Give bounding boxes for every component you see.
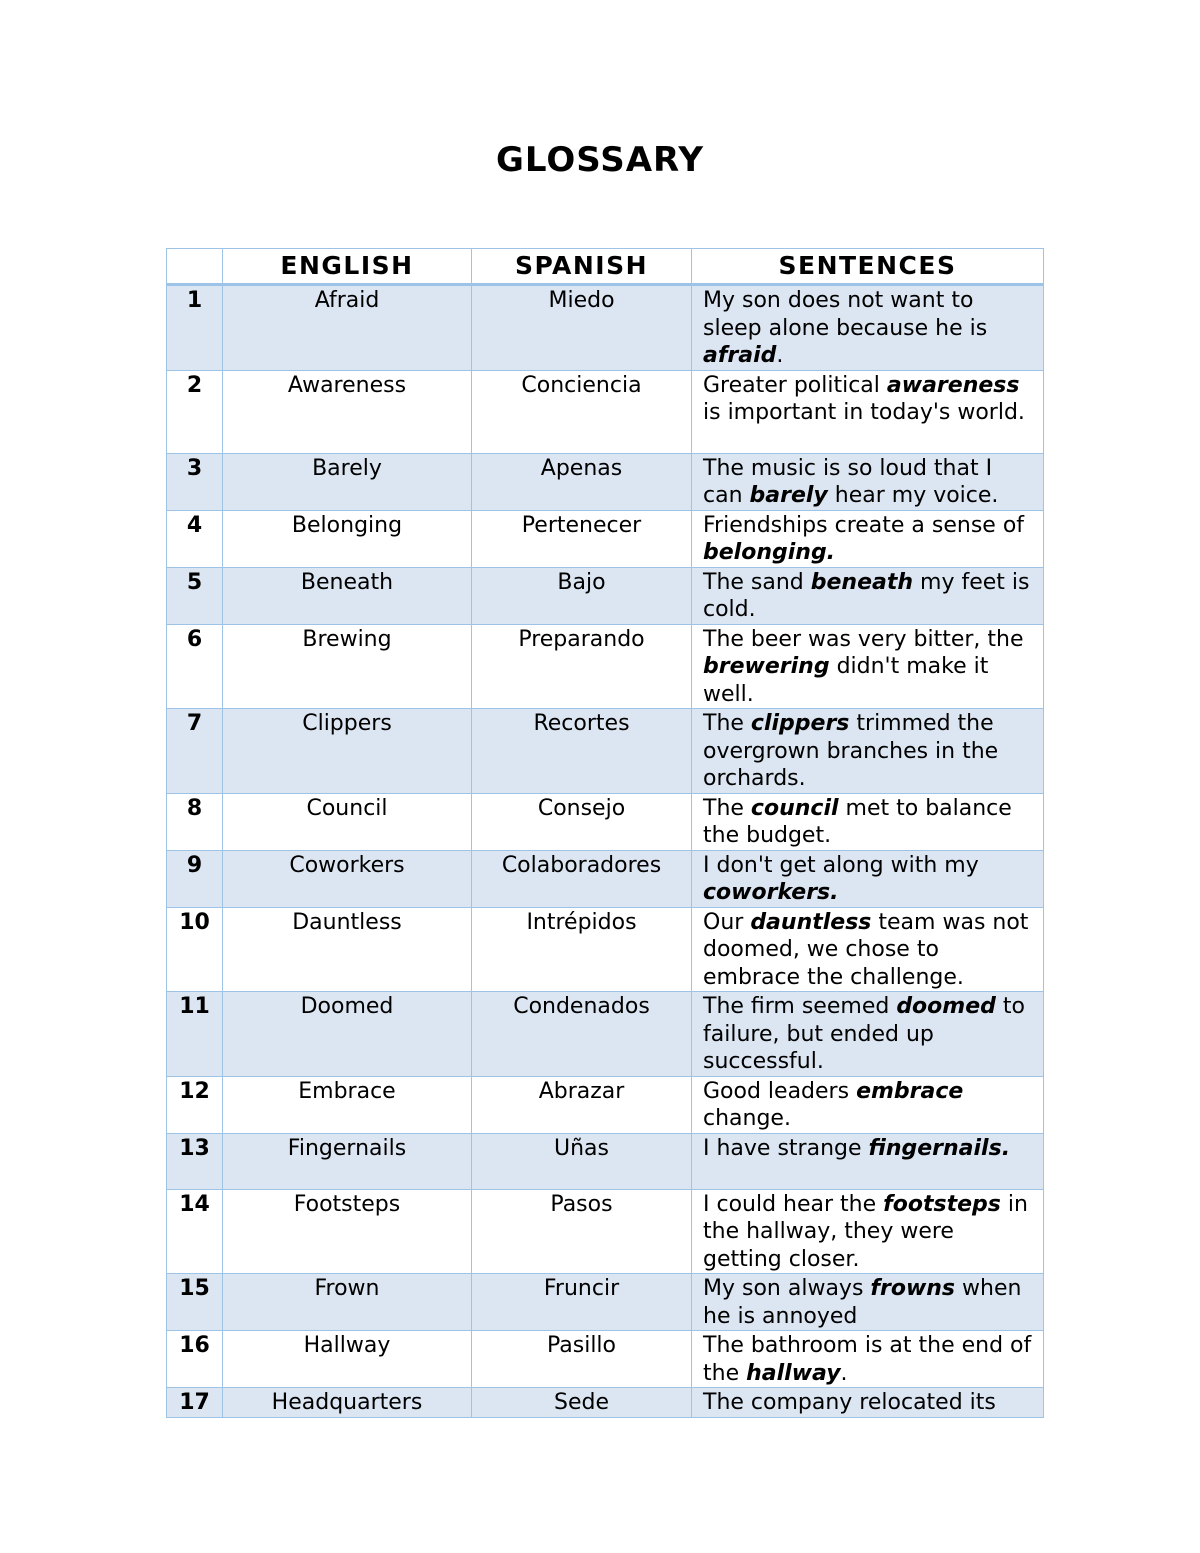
example-sentence — [692, 370, 1044, 453]
example-sentence — [692, 992, 1044, 1077]
sentence-text: . — [776, 343, 784, 368]
row-number: 7 — [167, 709, 223, 794]
sentence-text: Our — [703, 909, 751, 935]
spanish-word: Condenados — [472, 992, 692, 1077]
english-word: Frown — [223, 1274, 472, 1331]
english-word: Belonging — [223, 510, 472, 567]
sentence-keyword: frowns — [870, 1276, 956, 1301]
sentence-keyword: afraid — [703, 343, 777, 368]
table-row — [167, 285, 1044, 371]
row-number: 5 — [167, 567, 223, 624]
english-word: Brewing — [223, 624, 472, 709]
row-number: 16 — [167, 1331, 223, 1388]
row-number: 10 — [167, 907, 223, 992]
english-word: Beneath — [223, 567, 472, 624]
sentence-text: my feet is cold. — [703, 569, 1030, 622]
spanish-word: Intrépidos — [472, 907, 692, 992]
sentence-keyword: council — [750, 795, 839, 821]
sentence-text: Greater political — [703, 372, 887, 398]
row-number: 2 — [167, 370, 223, 453]
english-word: Hallway — [223, 1331, 472, 1388]
sentence-text: met to balance the budget. — [703, 795, 1012, 848]
example-sentence — [692, 1189, 1044, 1274]
page-title: GLOSSARY — [496, 140, 704, 180]
table-row — [167, 453, 1044, 510]
table-row — [167, 793, 1044, 850]
example-sentence — [692, 1274, 1044, 1331]
spanish-word: Miedo — [472, 285, 692, 371]
table-row — [167, 1388, 1044, 1418]
table-row — [167, 567, 1044, 624]
table-row — [167, 850, 1044, 907]
sentence-text: The — [703, 711, 751, 736]
english-word: Coworkers — [223, 850, 472, 907]
sentence-keyword: fingernails. — [868, 1135, 1011, 1161]
sentence-text: The bathroom is at the end of the — [703, 1333, 1032, 1386]
sentence-keyword: footsteps — [883, 1191, 1001, 1217]
english-word: Council — [223, 793, 472, 850]
english-word: Dauntless — [223, 907, 472, 992]
example-sentence — [692, 285, 1044, 371]
row-number: 13 — [167, 1133, 223, 1189]
sentence-text: . — [840, 1360, 848, 1386]
example-sentence — [692, 567, 1044, 624]
spanish-word: Colaboradores — [472, 850, 692, 907]
row-number: 15 — [167, 1274, 223, 1331]
sentence-keyword: barely — [749, 483, 828, 508]
spanish-word: Preparando — [472, 624, 692, 709]
table-row — [167, 1076, 1044, 1133]
row-number: 17 — [167, 1388, 223, 1418]
table-row — [167, 992, 1044, 1077]
example-sentence — [692, 793, 1044, 850]
example-sentence — [692, 510, 1044, 567]
sentence-text: I could hear the — [703, 1191, 884, 1217]
sentence-text: The beer was very bitter, the — [703, 626, 1024, 652]
table-row — [167, 510, 1044, 567]
sentence-text: is important in today's world. — [703, 400, 1025, 425]
glossary-table — [166, 248, 1044, 1418]
sentence-keyword: awareness — [886, 372, 1020, 398]
english-word: Doomed — [223, 992, 472, 1077]
example-sentence — [692, 709, 1044, 794]
english-word: Afraid — [223, 285, 472, 371]
sentence-text: hear my voice. — [827, 483, 999, 508]
sentence-text: didn't make it well. — [703, 654, 989, 707]
example-sentence — [692, 453, 1044, 510]
english-word: Barely — [223, 453, 472, 510]
sentence-text: Good leaders — [703, 1078, 857, 1104]
sentence-text: The music is so loud that I can — [703, 455, 993, 508]
sentence-text: My son does not want to sleep alone because he is — [703, 288, 988, 341]
sentence-text: I have strange — [703, 1135, 869, 1161]
row-number: 3 — [167, 453, 223, 510]
sentence-text: to failure, but ended up successful. — [703, 994, 1025, 1074]
spanish-word: Consejo — [472, 793, 692, 850]
sentence-text: team was not doomed, we chose to embrace the challenge. — [703, 909, 1029, 990]
sentence-text: Friendships create a sense of — [703, 512, 1025, 538]
row-number: 11 — [167, 992, 223, 1077]
table-row — [167, 907, 1044, 992]
spanish-word: Fruncir — [472, 1274, 692, 1331]
sentence-text: when he is annoyed — [703, 1276, 1022, 1329]
spanish-word: Pasillo — [472, 1331, 692, 1388]
sentence-text: in the hallway, they were getting closer. — [703, 1191, 1028, 1272]
row-number: 14 — [167, 1189, 223, 1274]
english-word: Footsteps — [223, 1189, 472, 1274]
example-sentence — [692, 1076, 1044, 1133]
table-row — [167, 1274, 1044, 1331]
example-sentence — [692, 624, 1044, 709]
sentence-keyword: coworkers. — [703, 880, 839, 905]
example-sentence — [692, 1133, 1044, 1189]
header-spanish: SPANISH — [472, 249, 692, 285]
example-sentence — [692, 1388, 1044, 1418]
sentence-text: The sand — [703, 569, 811, 595]
header-sentences: SENTENCES — [692, 249, 1044, 285]
spanish-word: Apenas — [472, 453, 692, 510]
sentence-keyword: hallway — [746, 1360, 841, 1386]
header-number — [167, 249, 223, 285]
english-word: Clippers — [223, 709, 472, 794]
example-sentence — [692, 1331, 1044, 1388]
sentence-keyword: dauntless — [750, 909, 872, 935]
sentence-text: I don't get along with my — [703, 852, 979, 878]
table-row — [167, 1331, 1044, 1388]
row-number: 9 — [167, 850, 223, 907]
row-number: 6 — [167, 624, 223, 709]
table-row — [167, 1133, 1044, 1189]
spanish-word: Pasos — [472, 1189, 692, 1274]
table-row — [167, 624, 1044, 709]
row-number: 12 — [167, 1076, 223, 1133]
example-sentence — [692, 850, 1044, 907]
sentence-keyword: belonging. — [703, 540, 836, 565]
row-number: 1 — [167, 285, 223, 371]
sentence-text: My son always — [703, 1276, 871, 1301]
example-sentence — [692, 907, 1044, 992]
sentence-text: The company relocated its — [703, 1390, 996, 1415]
sentence-text: The firm seemed — [703, 994, 897, 1019]
spanish-word: Recortes — [472, 709, 692, 794]
sentence-text: trimmed the overgrown branches in the orchards. — [703, 711, 999, 791]
sentence-text: change. — [703, 1106, 791, 1131]
sentence-keyword: brewering — [703, 654, 830, 679]
spanish-word: Conciencia — [472, 370, 692, 453]
sentence-keyword: beneath — [810, 569, 914, 595]
row-number: 8 — [167, 793, 223, 850]
table-header-row — [167, 249, 1044, 285]
sentence-keyword: doomed — [896, 994, 996, 1019]
table-row — [167, 370, 1044, 453]
row-number: 4 — [167, 510, 223, 567]
table-row — [167, 1189, 1044, 1274]
sentence-keyword: embrace — [856, 1078, 964, 1104]
spanish-word: Abrazar — [472, 1076, 692, 1133]
spanish-word: Pertenecer — [472, 510, 692, 567]
spanish-word: Bajo — [472, 567, 692, 624]
english-word: Awareness — [223, 370, 472, 453]
english-word: Embrace — [223, 1076, 472, 1133]
sentence-keyword: clippers — [750, 711, 850, 736]
spanish-word: Uñas — [472, 1133, 692, 1189]
header-english: ENGLISH — [223, 249, 472, 285]
sentence-text: The — [703, 795, 751, 821]
english-word: Fingernails — [223, 1133, 472, 1189]
spanish-word: Sede — [472, 1388, 692, 1418]
table-row — [167, 709, 1044, 794]
english-word: Headquarters — [223, 1388, 472, 1418]
